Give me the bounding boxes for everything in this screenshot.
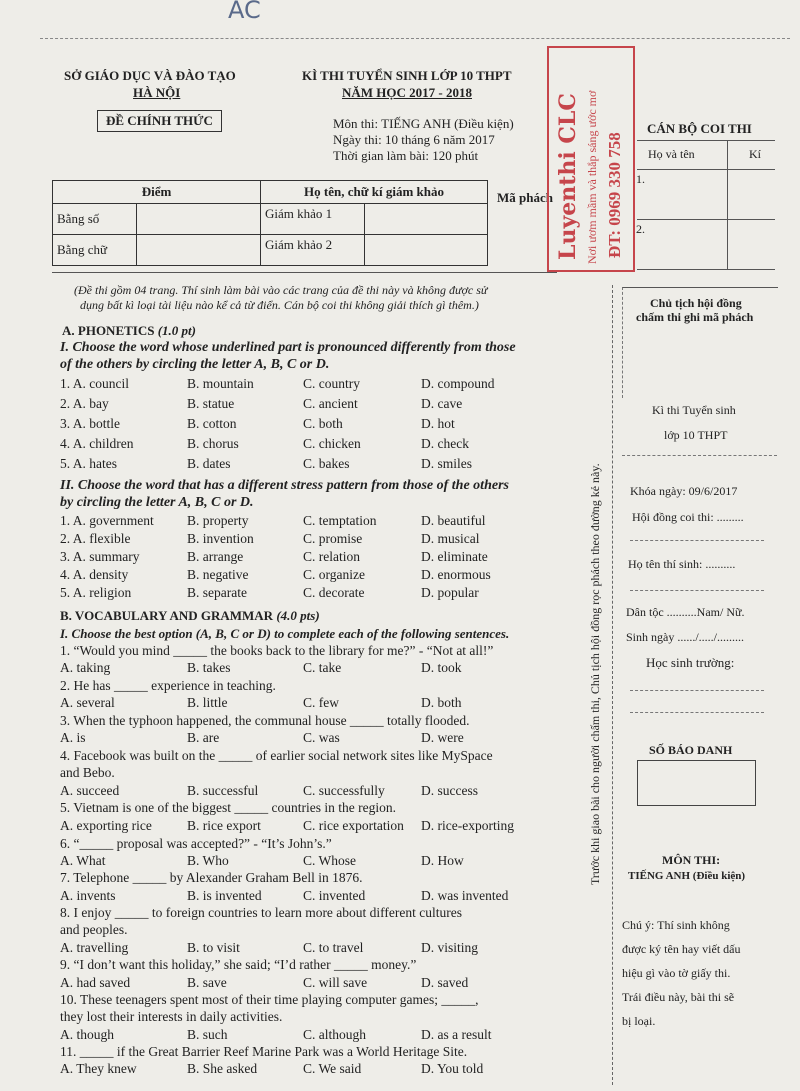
- candidate-info-divider: [622, 455, 777, 456]
- answer-option[interactable]: C. both: [303, 416, 343, 431]
- invigilator-name-header: Họ và tên: [648, 147, 695, 161]
- intro-note-2: dụng bất kì loại tài liệu nào kể cả từ điển. Cán bộ coi thi không giải thích gì thêm.): [80, 298, 479, 312]
- intro-note-1: (Đề thi gồm 04 trang. Thí sinh làm bài vào các trang của đề thi này và không được sử: [74, 283, 488, 297]
- answer-option[interactable]: A. several: [60, 695, 115, 710]
- answer-option[interactable]: D. both: [421, 695, 462, 710]
- exam-title: KÌ THI TUYỂN SINH LỚP 10 THPT: [302, 68, 512, 83]
- answer-option[interactable]: B. cotton: [187, 416, 237, 431]
- answer-option[interactable]: D. cave: [421, 396, 463, 411]
- answer-option[interactable]: C. invented: [303, 888, 366, 903]
- answer-option[interactable]: D. eliminate: [421, 549, 488, 564]
- answer-option[interactable]: 4. A. children: [60, 436, 134, 451]
- cut-line-text: Trước khi giao bài cho người chấm thi, Chủ tịch hội đồng rọc phách theo đường kẻ này.: [588, 463, 602, 885]
- section-a-points: (1.0 pt): [157, 323, 196, 338]
- part2-instruction-2: by circling the letter A, B, C or D.: [60, 495, 254, 510]
- exam-name-1: Kì thi Tuyển sinh: [652, 403, 736, 417]
- section-a-title: [62, 323, 196, 339]
- part2-instruction-1: II. Choose the word that has a different stress pattern from those of the others: [60, 478, 509, 493]
- question-text: 7. Telephone _____ by Alexander Graham Bell in 1876.: [60, 870, 363, 885]
- question-text: 3. When the typhoon happened, the communal house _____ totally flooded.: [60, 713, 470, 728]
- answer-option[interactable]: B. rice export: [187, 818, 261, 833]
- note-line-4: Trái điều này, bài thi sẽ: [622, 990, 735, 1004]
- question-text: 10. These teenagers spent most of their time playing computer games; _____,: [60, 992, 479, 1007]
- answer-option[interactable]: 2. A. flexible: [60, 531, 131, 546]
- answer-option[interactable]: C. relation: [303, 549, 360, 564]
- cut-line: [612, 285, 613, 1085]
- subject-line: Môn thi: TIẾNG ANH (Điều kiện): [333, 116, 514, 131]
- section-a-heading: A. PHONETICS: [62, 323, 155, 338]
- question-text: and peoples.: [60, 922, 128, 937]
- question-text: 8. I enjoy _____ to foreign countries to learn more about different cultures: [60, 905, 463, 920]
- score-in-number-label: Bằng số: [53, 204, 137, 235]
- answer-option[interactable]: B. statue: [187, 396, 235, 411]
- answer-option[interactable]: D. beautiful: [421, 513, 486, 528]
- answer-option[interactable]: C. take: [303, 660, 342, 675]
- answer-option[interactable]: B. She asked: [187, 1061, 258, 1076]
- ma-phach-label: Mã phách: [497, 190, 553, 205]
- answer-option[interactable]: D. enormous: [421, 567, 491, 582]
- answer-option[interactable]: B. negative: [187, 567, 249, 582]
- answer-option[interactable]: C. temptation: [303, 513, 377, 528]
- answer-option[interactable]: C. was: [303, 730, 340, 745]
- answer-option[interactable]: C. promise: [303, 531, 363, 546]
- answer-option[interactable]: C. although: [303, 1027, 366, 1042]
- answer-option[interactable]: B. mountain: [187, 376, 254, 391]
- answer-option[interactable]: C. Whose: [303, 853, 356, 868]
- score-in-words-label: Bằng chữ: [53, 235, 137, 266]
- blank-line-4: [630, 712, 764, 713]
- question-text: they lost their interests in daily activities.: [60, 1009, 283, 1024]
- answer-option[interactable]: B. arrange: [187, 549, 244, 564]
- subject-title: MÔN THI:: [662, 853, 721, 867]
- candidate-number-title: SỐ BÁO DANH: [649, 743, 733, 757]
- answer-option[interactable]: A. though: [60, 1027, 114, 1042]
- candidate-number-box: [637, 760, 756, 806]
- examiner1-field: [365, 204, 488, 235]
- exam-session-date: Khóa ngày: 09/6/2017: [630, 484, 738, 498]
- candidate-name-field: Họ tên thí sinh: ..........: [628, 557, 736, 571]
- answer-option[interactable]: C. few: [303, 695, 339, 710]
- part1-instruction-1: I. Choose the word whose underlined part is pronounced differently from those: [60, 340, 516, 355]
- official-label: ĐỀ CHÍNH THỨC: [97, 110, 222, 132]
- score-in-number-field: [137, 204, 261, 235]
- answer-option[interactable]: B. is invented: [187, 888, 262, 903]
- answer-option[interactable]: C. We said: [303, 1061, 362, 1076]
- answer-option[interactable]: C. successfully: [303, 783, 385, 798]
- answer-option[interactable]: A. What: [60, 853, 106, 868]
- score-header: Điểm: [53, 181, 261, 204]
- answer-option[interactable]: 5. A. hates: [60, 456, 117, 471]
- answer-option[interactable]: D. musical: [421, 531, 480, 546]
- stamp-line-3: ĐT: 0969 330 758: [605, 132, 624, 258]
- answer-option[interactable]: D. success: [421, 783, 478, 798]
- answer-option[interactable]: 1. A. government: [60, 513, 154, 528]
- answer-option[interactable]: D. took: [421, 660, 462, 675]
- answer-option[interactable]: B. chorus: [187, 436, 239, 451]
- stamp-line-1: Luyenthi CLC: [555, 93, 581, 260]
- question-text: and Bebo.: [60, 765, 115, 780]
- answer-option[interactable]: 4. A. density: [60, 567, 129, 582]
- answer-option[interactable]: B. dates: [187, 456, 231, 471]
- answer-option[interactable]: D. You told: [421, 1061, 484, 1076]
- blank-line-2: [630, 590, 764, 591]
- answer-option[interactable]: B. save: [187, 975, 227, 990]
- answer-option[interactable]: B. separate: [187, 585, 247, 600]
- subject-name: TIẾNG ANH (Điều kiện): [628, 870, 746, 882]
- answer-option[interactable]: D. popular: [421, 585, 479, 600]
- exam-duration: Thời gian làm bài: 120 phút: [333, 148, 479, 163]
- answer-option[interactable]: 2. A. bay: [60, 396, 109, 411]
- blank-line-3: [630, 690, 764, 691]
- answer-option[interactable]: 3. A. summary: [60, 549, 140, 564]
- answer-option[interactable]: C. organize: [303, 567, 365, 582]
- answer-option[interactable]: B. to visit: [187, 940, 240, 955]
- answer-option[interactable]: B. Who: [187, 853, 229, 868]
- exam-date: Ngày thi: 10 tháng 6 năm 2017: [333, 132, 495, 147]
- part1-instruction-2: of the others by circling the letter A, B, C or D.: [60, 357, 330, 372]
- section-b-title: [60, 608, 320, 624]
- examiner2-label: Giám khảo 2: [261, 235, 365, 266]
- examiner1-label: Giám khảo 1: [261, 204, 365, 235]
- answer-option[interactable]: C. will save: [303, 975, 368, 990]
- score-table: [52, 180, 488, 266]
- exam-year: NĂM HỌC 2017 - 2018: [342, 85, 472, 100]
- answer-option[interactable]: A. travelling: [60, 940, 129, 955]
- header-bottom-rule: [52, 272, 557, 273]
- answer-option[interactable]: C. decorate: [303, 585, 365, 600]
- exam-name-2: lớp 10 THPT: [664, 428, 728, 442]
- note-line-5: bị loại.: [622, 1014, 656, 1028]
- answer-option[interactable]: C. rice exportation: [303, 818, 404, 833]
- exam-council-field: Hội đồng coi thi: .........: [632, 510, 744, 524]
- answer-option[interactable]: B. property: [187, 513, 249, 528]
- answer-option[interactable]: D. saved: [421, 975, 469, 990]
- section-b-heading: B. VOCABULARY AND GRAMMAR: [60, 608, 274, 623]
- answer-option[interactable]: D. was invented: [421, 888, 509, 903]
- answer-option[interactable]: C. to travel: [303, 940, 364, 955]
- question-text: 2. He has _____ experience in teaching.: [60, 678, 276, 693]
- question-text: 1. “Would you mind _____ the books back to the library for me?” - “Not at all!”: [60, 643, 494, 658]
- invigilator-title: CÁN BỘ COI THI: [647, 121, 752, 136]
- birthdate-field: Sinh ngày ....../...../.........: [626, 630, 745, 644]
- note-line-3: hiệu gì vào tờ giấy thi.: [622, 966, 731, 980]
- question-text: 4. Facebook was built on the _____ of earlier social network sites like MySpace: [60, 748, 493, 763]
- answer-option[interactable]: A. is: [60, 730, 86, 745]
- question-text: 6. “_____ proposal was accepted?” - “It’s John’s.”: [60, 836, 332, 851]
- answer-option[interactable]: C. bakes: [303, 456, 350, 471]
- blank-line-1: [630, 540, 764, 541]
- answer-option[interactable]: D. visiting: [421, 940, 479, 955]
- note-line-1: Chú ý: Thí sinh không: [622, 918, 730, 932]
- answer-option[interactable]: B. successful: [187, 783, 259, 798]
- answer-option[interactable]: A. succeed: [60, 783, 120, 798]
- answer-option[interactable]: C. country: [303, 376, 360, 391]
- dept-name: SỞ GIÁO DỤC VÀ ĐÀO TẠO: [64, 68, 236, 83]
- answer-option[interactable]: A. invents: [60, 888, 116, 903]
- chairman-line-2: chấm thi ghi mã phách: [636, 310, 754, 324]
- examiner-header: Họ tên, chữ kí giám khảo: [261, 181, 488, 204]
- answer-option[interactable]: 3. A. bottle: [60, 416, 120, 431]
- answer-option[interactable]: D. as a result: [421, 1027, 492, 1042]
- handwritten-mark: AC: [228, 0, 261, 24]
- answer-option[interactable]: B. invention: [187, 531, 254, 546]
- answer-option[interactable]: C. ancient: [303, 396, 358, 411]
- answer-option[interactable]: D. compound: [421, 376, 495, 391]
- invigilator-row-1: 1.: [636, 172, 645, 186]
- question-text: 5. Vietnam is one of the biggest _____ countries in the region.: [60, 800, 397, 815]
- chairman-line-1: Chủ tịch hội đồng: [650, 296, 742, 310]
- answer-option[interactable]: D. check: [421, 436, 469, 451]
- answer-option[interactable]: B. such: [187, 1027, 228, 1042]
- answer-option[interactable]: D. hot: [421, 416, 455, 431]
- section-b-points: (4.0 pts): [276, 608, 320, 623]
- examiner2-field: [365, 235, 488, 266]
- answer-option[interactable]: 5. A. religion: [60, 585, 132, 600]
- school-field: Học sinh trường:: [646, 655, 735, 670]
- note-line-2: được ký tên hay viết dấu: [622, 942, 741, 956]
- answer-option[interactable]: A. taking: [60, 660, 111, 675]
- answer-option[interactable]: A. had saved: [60, 975, 131, 990]
- top-dashed-border: [40, 38, 790, 39]
- answer-option[interactable]: D. were: [421, 730, 464, 745]
- question-text: 11. _____ if the Great Barrier Reef Marine Park was a World Heritage Site.: [60, 1044, 468, 1059]
- part3-instruction: I. Choose the best option (A, B, C or D) to complete each of the following sentences.: [60, 626, 510, 641]
- answer-option[interactable]: D. smiles: [421, 456, 473, 471]
- school-stamp: [547, 46, 635, 272]
- question-text: 9. “I don’t want this holiday,” she said; “I’d rather _____ money.”: [60, 957, 417, 972]
- answer-option[interactable]: A. They knew: [60, 1061, 137, 1076]
- answer-option[interactable]: A. exporting rice: [60, 818, 152, 833]
- answer-option[interactable]: C. chicken: [303, 436, 361, 451]
- stamp-line-2: Nơi ươm mầm và thắp sáng ước mơ: [585, 90, 599, 264]
- answer-option[interactable]: B. little: [187, 695, 228, 710]
- answer-option[interactable]: D. rice-exporting: [421, 818, 514, 833]
- answer-option[interactable]: B. takes: [187, 660, 231, 675]
- city-name: HÀ NỘI: [133, 85, 181, 100]
- invigilator-sign-header: Kí: [749, 147, 761, 161]
- score-in-words-field: [137, 235, 261, 266]
- answer-option[interactable]: B. are: [187, 730, 220, 745]
- ethnicity-gender-field: Dân tộc ..........Nam/ Nữ.: [626, 605, 745, 619]
- answer-option[interactable]: D. How: [421, 853, 464, 868]
- answer-option[interactable]: 1. A. council: [60, 376, 129, 391]
- invigilator-row-2: 2.: [636, 222, 645, 236]
